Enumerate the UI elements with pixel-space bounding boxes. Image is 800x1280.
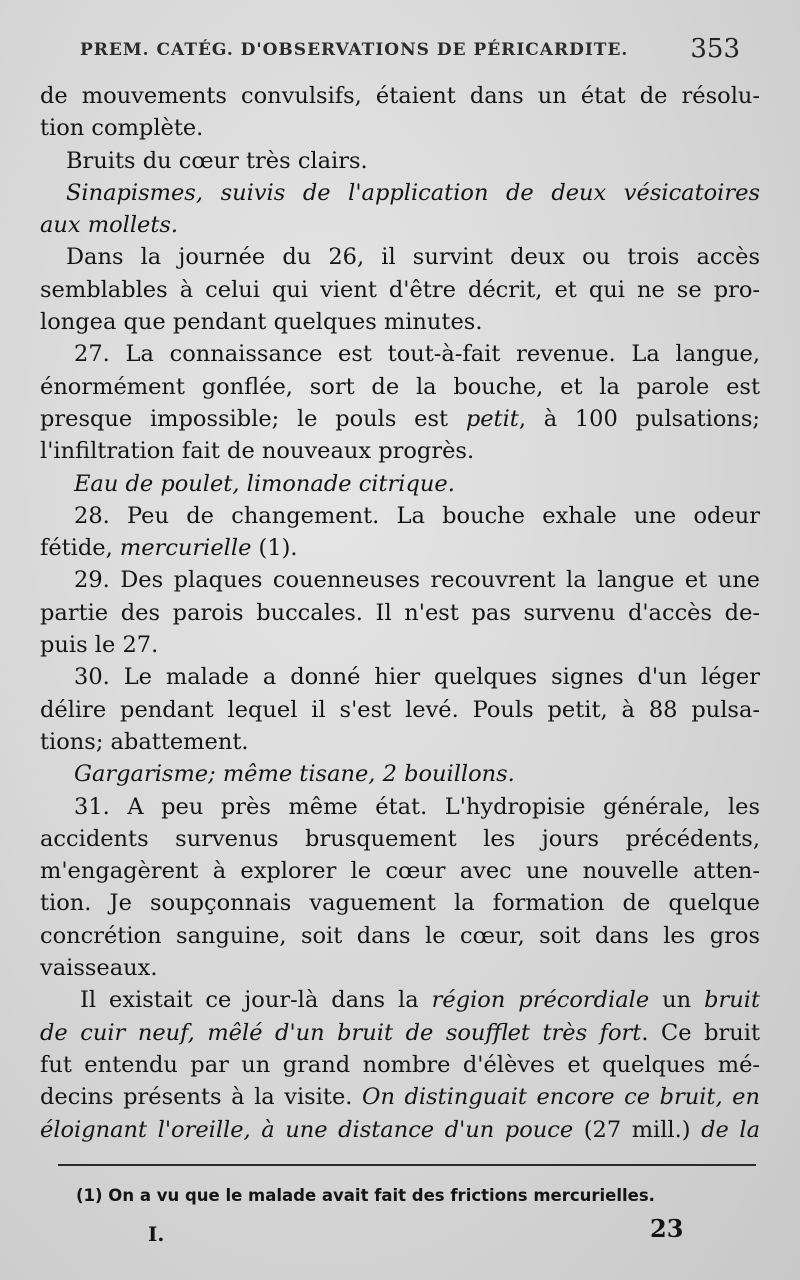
italic-text: de la (701, 1116, 761, 1143)
text-line (40, 1114, 760, 1146)
text-line (40, 952, 760, 984)
text-line (40, 209, 760, 241)
text-line (40, 371, 760, 403)
italic-text: Sinapismes, suivis de l'application de deux vésicatoires (66, 179, 760, 206)
text-line (40, 306, 760, 338)
text-line (40, 726, 760, 758)
text-run: énormément gonflée, sort de la bouche, et la parole est (40, 373, 760, 400)
italic-text: éloignant l'oreille, à une distance d'un pouce (40, 1116, 574, 1143)
text-run: fut entendu par un grand nombre d'élèves et quelques mé- (40, 1051, 760, 1078)
text-line (40, 145, 760, 177)
italic-text: Gargarisme; même tisane, 2 bouillons. (74, 761, 515, 788)
text-line (40, 532, 760, 564)
italic-text: région précordiale (431, 987, 650, 1014)
text-run: 30. Le malade a donné hier quelques signes d'un léger (74, 664, 760, 691)
text-run: (1). (251, 535, 298, 562)
italic-text: petit (465, 405, 519, 432)
text-run: de mouvements convulsifs, étaient dans un état de résolu- (40, 83, 760, 109)
text-run: 28. Peu de changement. La bouche exhale une odeur (74, 502, 760, 529)
text-run: longea que pendant quelques minutes. (40, 309, 483, 336)
body-text (40, 80, 760, 1146)
text-line (40, 338, 760, 370)
running-head: PREM. CATÉG. D'OBSERVATIONS DE PÉRICARDITE. (80, 40, 629, 60)
text-run: tion complète. (40, 115, 204, 142)
text-line (40, 177, 760, 209)
text-line (40, 112, 760, 144)
text-line (40, 468, 760, 500)
text-run: . Ce bruit (641, 1019, 761, 1046)
text-run: concrétion sanguine, soit dans le cœur, soit dans les gros (40, 922, 760, 949)
text-line (40, 984, 760, 1016)
text-run: délire pendant lequel il s'est levé. Pouls petit, à 88 pulsa- (40, 696, 760, 723)
text-run: decins présents à la visite. (40, 1084, 362, 1111)
text-line (40, 1049, 760, 1081)
text-run: 31. A peu près même état. L'hydropisie générale, les (74, 793, 760, 820)
text-line (40, 920, 760, 952)
signature-letter: I. (148, 1222, 165, 1246)
text-run: 27. La connaissance est tout-à-fait revenue. La langue, (74, 341, 760, 368)
text-run: puis le 27. (40, 632, 159, 659)
text-run: semblables à celui qui vient d'être décrit, et qui ne se pro- (40, 276, 760, 303)
text-run: tions; abattement. (40, 728, 249, 755)
text-line (40, 887, 760, 919)
footnote: (1) On a vu que le malade avait fait des frictions mercurielles. (76, 1186, 655, 1205)
page-number: 353 (690, 34, 740, 64)
text-run: 29. Des plaques couenneuses recouvrent la langue et une (74, 567, 760, 594)
italic-text: Eau de poulet, limonade citrique. (74, 470, 455, 497)
text-run: un (649, 987, 705, 1014)
text-line (40, 403, 760, 435)
text-run: tion. Je soupçonnais vaguement la formation de quelque (40, 890, 760, 917)
footnote-divider (58, 1164, 756, 1166)
italic-text: de cuir neuf, mêlé d'un bruit de soufflet très fort (40, 1019, 642, 1046)
italic-text: bruit (704, 987, 760, 1014)
text-run: Dans la journée du 26, il survint deux ou trois accès (66, 244, 760, 271)
text-run: Bruits du cœur très clairs. (66, 147, 368, 174)
text-line (40, 597, 760, 629)
text-line (40, 274, 760, 306)
text-line (40, 823, 760, 855)
text-run: fétide, (40, 535, 120, 562)
text-line (40, 564, 760, 596)
text-line (40, 791, 760, 823)
text-run: m'engagèrent à explorer le cœur avec une nouvelle atten- (40, 858, 760, 885)
text-line (40, 500, 760, 532)
text-line (40, 855, 760, 887)
italic-text: aux mollets. (40, 212, 179, 239)
text-run: (27 mill.) (573, 1116, 702, 1143)
italic-text: On distinguait encore ce bruit, en (362, 1084, 760, 1111)
text-line (40, 694, 760, 726)
text-line (40, 435, 760, 467)
text-line (40, 1081, 760, 1113)
text-line (40, 758, 760, 790)
text-run: Il existait ce jour-là dans la (80, 987, 432, 1014)
text-run: accidents survenus brusquement les jours précédents, (40, 825, 760, 852)
text-line (40, 1017, 760, 1049)
text-run: , à 100 pulsations; (518, 405, 761, 432)
text-line (40, 629, 760, 661)
text-run: l'infiltration fait de nouveaux progrès. (40, 438, 475, 465)
signature-number: 23 (650, 1214, 684, 1243)
page-header (80, 34, 740, 70)
text-run: presque impossible; le pouls est (40, 405, 466, 432)
text-run: vaisseaux. (40, 955, 158, 982)
text-line (40, 241, 760, 273)
text-run: partie des parois buccales. Il n'est pas survenu d'accès de- (40, 599, 760, 626)
italic-text: mercurielle (119, 535, 252, 562)
text-line (40, 661, 760, 693)
text-line (40, 80, 760, 112)
